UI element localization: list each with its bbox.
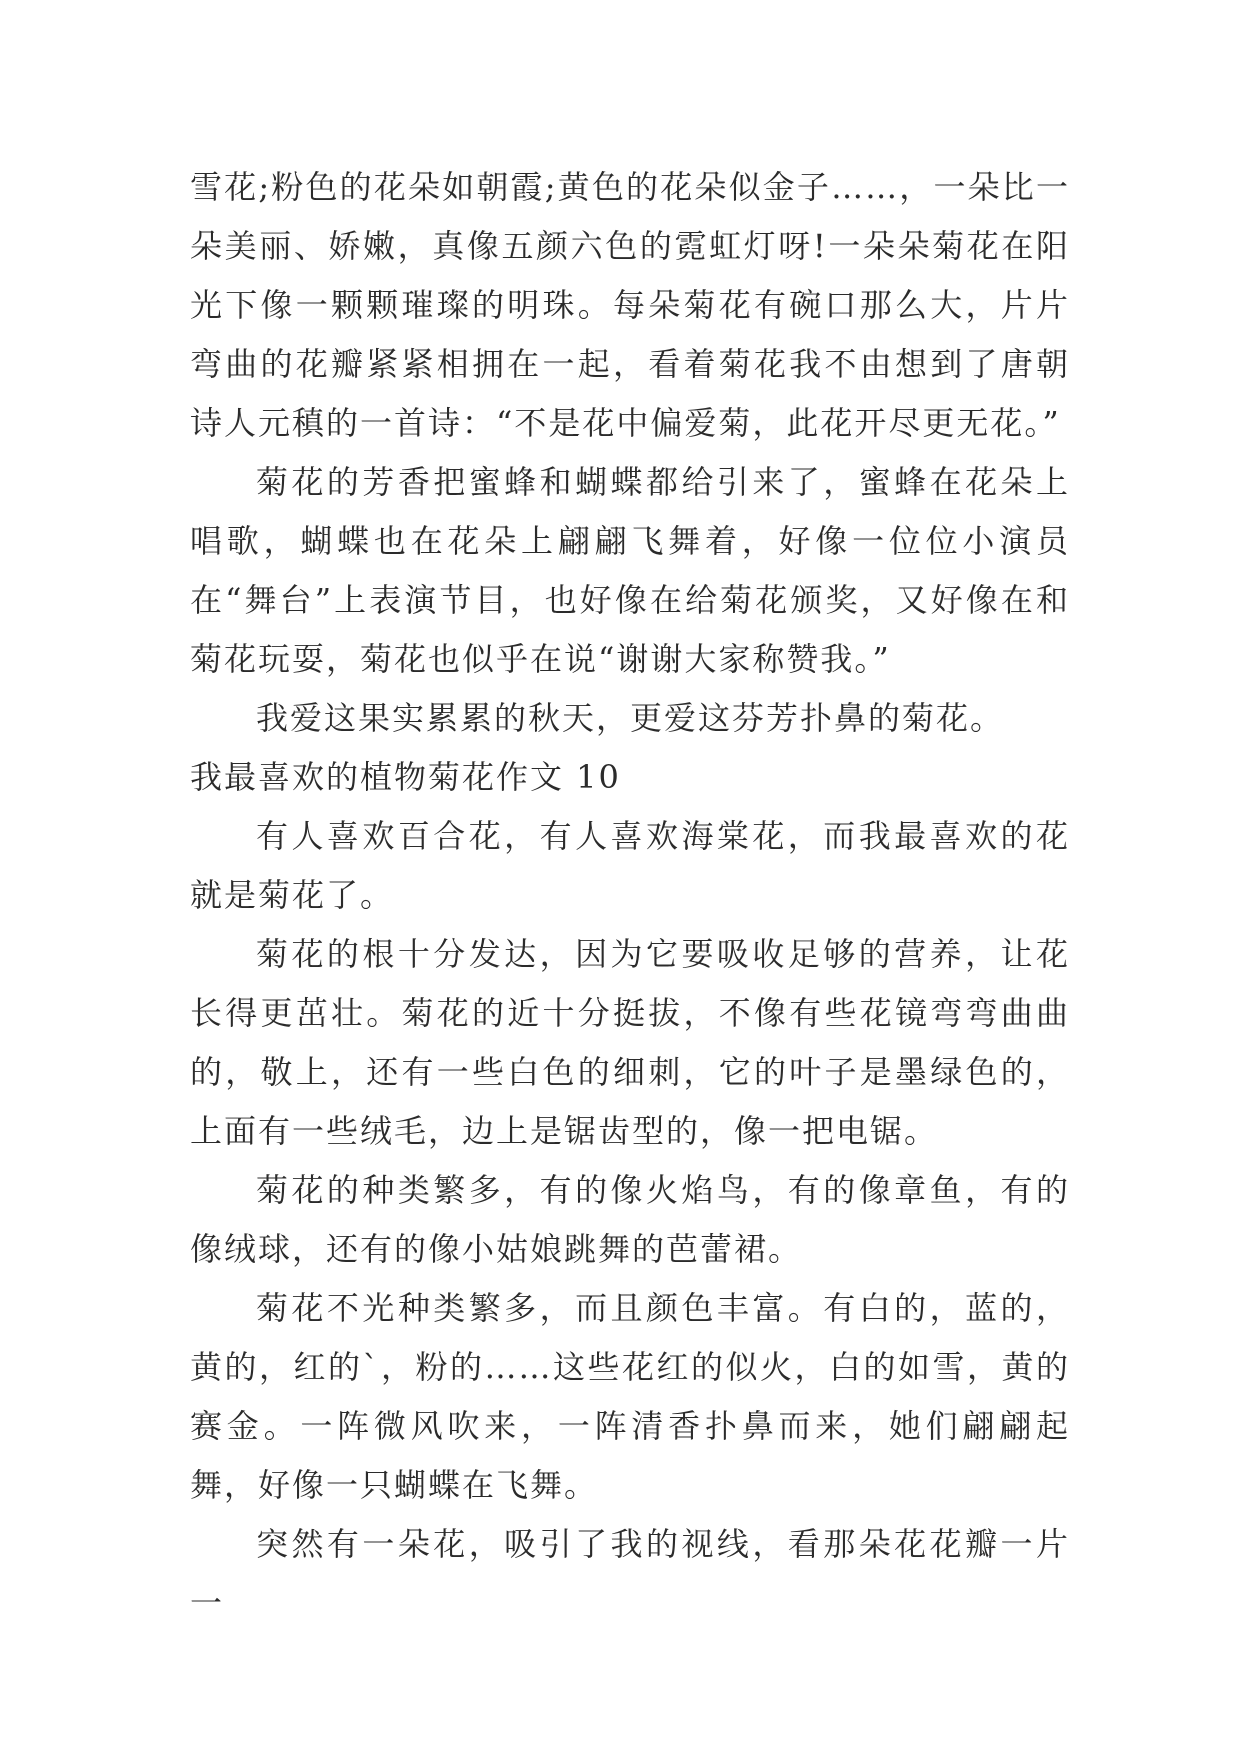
paragraph-6: 菊花的种类繁多，有的像火焰鸟，有的像章鱼，有的像绒球，还有的像小姑娘跳舞的芭蕾裙。 <box>190 1171 1070 1268</box>
section-heading: 我最喜欢的植物菊花作文 10 <box>190 758 621 796</box>
paragraph-1: 雪花;粉色的花朵如朝霞;黄色的花朵似金子……，一朵比一朵美丽、娇嫩，真像五颜六色的霓虹灯呀!一朵朵菊花在阳光下像一颗颗璀璨的明珠。每朵菊花有碗口那么大，片片弯曲的花瓣紧紧相拥在一起，看着菊花我不由想到了唐朝诗人元稹的一首诗：“不是花中偏爱菊，此花开尽更无花。” <box>190 168 1070 442</box>
paragraph-7: 菊花不光种类繁多，而且颜色丰富。有白的，蓝的，黄的，红的`，粉的……这些花红的似火，白的如雪，黄的赛金。一阵微风吹来，一阵清香扑鼻而来，她们翩翩起舞，好像一只蝴蝶在飞舞。 <box>190 1289 1070 1504</box>
document-body <box>190 158 1070 1633</box>
paragraph-5: 菊花的根十分发达，因为它要吸收足够的营养，让花长得更茁壮。菊花的近十分挺拔，不像有些花镜弯弯曲曲的，敬上，还有一些白色的细刺，它的叶子是墨绿色的，上面有一些绒毛，边上是锯齿型的，像一把电锯。 <box>190 935 1070 1150</box>
paragraph-3: 我爱这果实累累的秋天，更爱这芬芳扑鼻的菊花。 <box>256 699 1005 737</box>
paragraph-4: 有人喜欢百合花，有人喜欢海棠花，而我最喜欢的花就是菊花了。 <box>190 817 1070 914</box>
paragraph-8: 突然有一朵花，吸引了我的视线，看那朵花花瓣一片一 <box>190 1525 1070 1622</box>
paragraph-2: 菊花的芳香把蜜蜂和蝴蝶都给引来了，蜜蜂在花朵上唱歌，蝴蝶也在花朵上翩翩飞舞着，好像一位位小演员在“舞台”上表演节目，也好像在给菊花颁奖，又好像在和菊花玩耍，菊花也似乎在说“谢谢大家称赞我。” <box>190 463 1070 678</box>
